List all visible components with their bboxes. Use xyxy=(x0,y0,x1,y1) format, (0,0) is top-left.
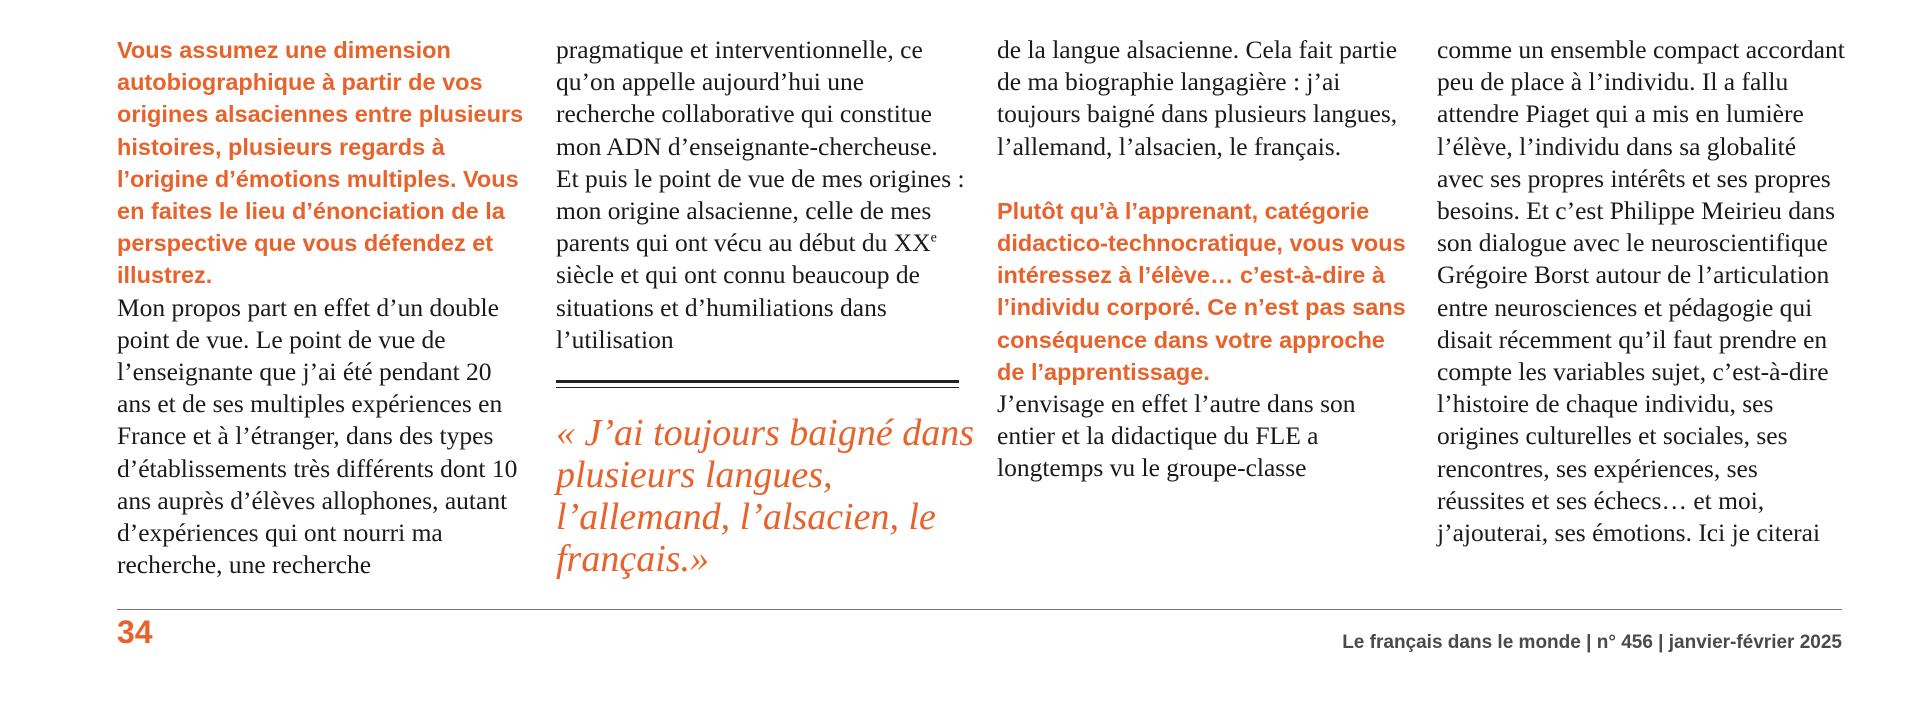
column-3 xyxy=(997,34,1407,485)
century-superscript: e xyxy=(930,230,937,246)
interview-answer-1-continued xyxy=(556,34,966,356)
footer-divider xyxy=(117,609,1842,610)
pull-quote-rule-top xyxy=(556,380,959,383)
column-1 xyxy=(117,34,527,581)
interview-question-2: Plutôt qu’à l’apprenant, catégorie didactico-technocratique, vous vous intéressez à l’élève… c’est-à-dire à l’individu corporé. Ce n’est pas sans conséquence dans votre approche de l’apprentissage. xyxy=(997,197,1406,385)
interview-question-1: Vous assumez une dimension autobiographique à partir de vos origines alsaciennes entre plusieurs histoires, plusieurs regards à l’origine d’émotions multiples. Vous en faites le lieu d’énonciation de la perspective que vous défendez et illustrez. xyxy=(117,37,524,289)
interview-answer-1: Mon propos part en effet d’un double point de vue. Le point de vue de l’enseignante que j’ai été pendant 20 ans et de ses multiples expériences en France et à l’étranger, dans des types d’établissements très différents dont 10 ans auprès d’élèves allophones, autant d’expériences qui ont nourri ma recherche, une recherche xyxy=(117,292,518,580)
pull-quote: « J’ai toujours baigné dans plusieurs langues, l’allemand, l’alsacien, le français.» xyxy=(556,412,974,580)
page-number: 34 xyxy=(117,614,153,650)
column-4 xyxy=(1437,34,1847,549)
answer-text-part-b: siècle et qui ont connu beaucoup de situations et d’humiliations dans l’utilisation xyxy=(556,260,920,354)
column-2 xyxy=(556,34,966,356)
answer-text-part-a: pragmatique et interventionnelle, ce qu’on appelle aujourd’hui une recherche collaborative qui constitue mon ADN d’enseignante-chercheuse. Et puis le point de vue de mes origines : mon origine alsacienne, celle de mes parents qui ont vécu au début du XX xyxy=(556,35,965,258)
pull-quote-rule-bottom xyxy=(556,387,959,388)
interview-answer-2: J’envisage en effet l’autre dans son entier et la didactique du FLE a longtemps vu le groupe-classe xyxy=(997,389,1356,483)
interview-answer-1-end: de la langue alsacienne. Cela fait partie de ma biographie langagière : j’ai toujours baigné dans plusieurs langues, l’allemand, l’alsacien, le français. xyxy=(997,35,1398,161)
publication-folio: Le français dans le monde | n° 456 | janvier-février 2025 xyxy=(1342,632,1842,653)
interview-answer-2-continued: comme un ensemble compact accordant peu de place à l’individu. Il a fallu attendre Piaget qui a mis en lumière l’élève, l’individu dans sa globalité avec ses propres intérêts et ses propres besoins. Et c’est Philippe Meirieu dans son dialogue avec le neuroscientifique Grégoire Borst autour de l’articulation entre neurosciences et pédagogie qui disait récemment qu’il faut prendre en compte les variables sujet, c’est-à-dire l’histoire de chaque individu, ses origines culturelles et sociales, ses rencontres, ses expériences, ses réussites et ses échecs… et moi, j’ajouterai, ses émotions. Ici je citerai xyxy=(1437,35,1845,548)
